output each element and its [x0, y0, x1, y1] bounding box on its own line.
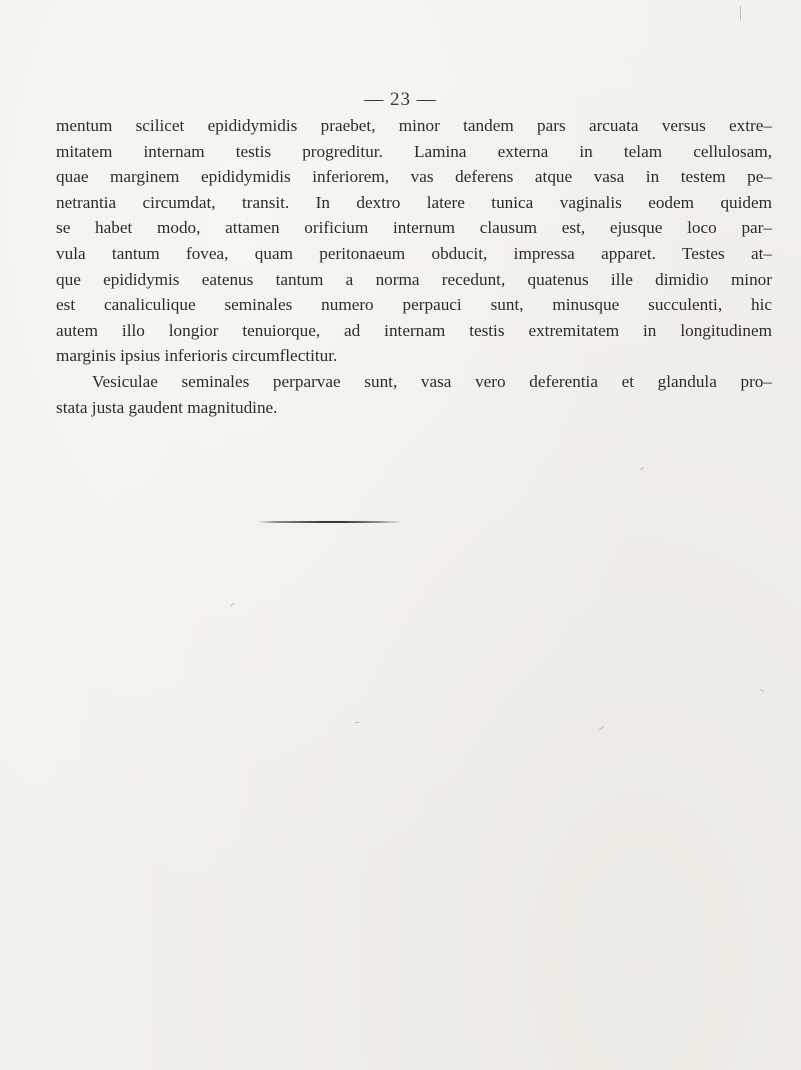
body-text [56, 113, 772, 420]
scan-speck [598, 727, 604, 731]
section-divider-rule [258, 521, 402, 523]
scan-speck [740, 6, 741, 20]
text-line: marginis ipsius inferioris circumflectitur. [56, 346, 338, 366]
text-line: vula tantum fovea, quam peritonaeum obducit, impressa apparet. Testes at– [56, 243, 772, 263]
scan-speck [230, 602, 234, 606]
text-line: netrantia circumdat, transit. In dextro latere tunica vaginalis eodem quidem [56, 192, 772, 212]
text-line: Vesiculae seminales perparvae sunt, vasa vero deferentia et glandula pro– [92, 371, 772, 391]
text-line: mitatem internam testis progreditur. Lamina externa in telam cellulosam, [56, 141, 772, 161]
text-line: stata justa gaudent magnitudine. [56, 397, 278, 417]
text-line: autem illo longior tenuiorque, ad internam testis extremitatem in longitudinem [56, 320, 772, 340]
text-line: que epididymis eatenus tantum a norma recedunt, quatenus ille dimidio minor [56, 269, 772, 289]
page-number-header: — 23 — [364, 89, 437, 110]
scan-speck [760, 689, 764, 692]
text-line: se habet modo, attamen orificium internum clausum est, ejusque loco par– [56, 218, 772, 238]
text-line: mentum scilicet epididymidis praebet, minor tandem pars arcuata versus extre– [56, 116, 772, 135]
scan-speck [640, 467, 644, 470]
text-line: est canaliculique seminales numero perpauci sunt, minusque succulenti, hic [56, 295, 772, 315]
text-line: quae marginem epididymidis inferiorem, vas deferens atque vasa in testem pe– [56, 167, 772, 187]
scan-speck [355, 722, 359, 723]
